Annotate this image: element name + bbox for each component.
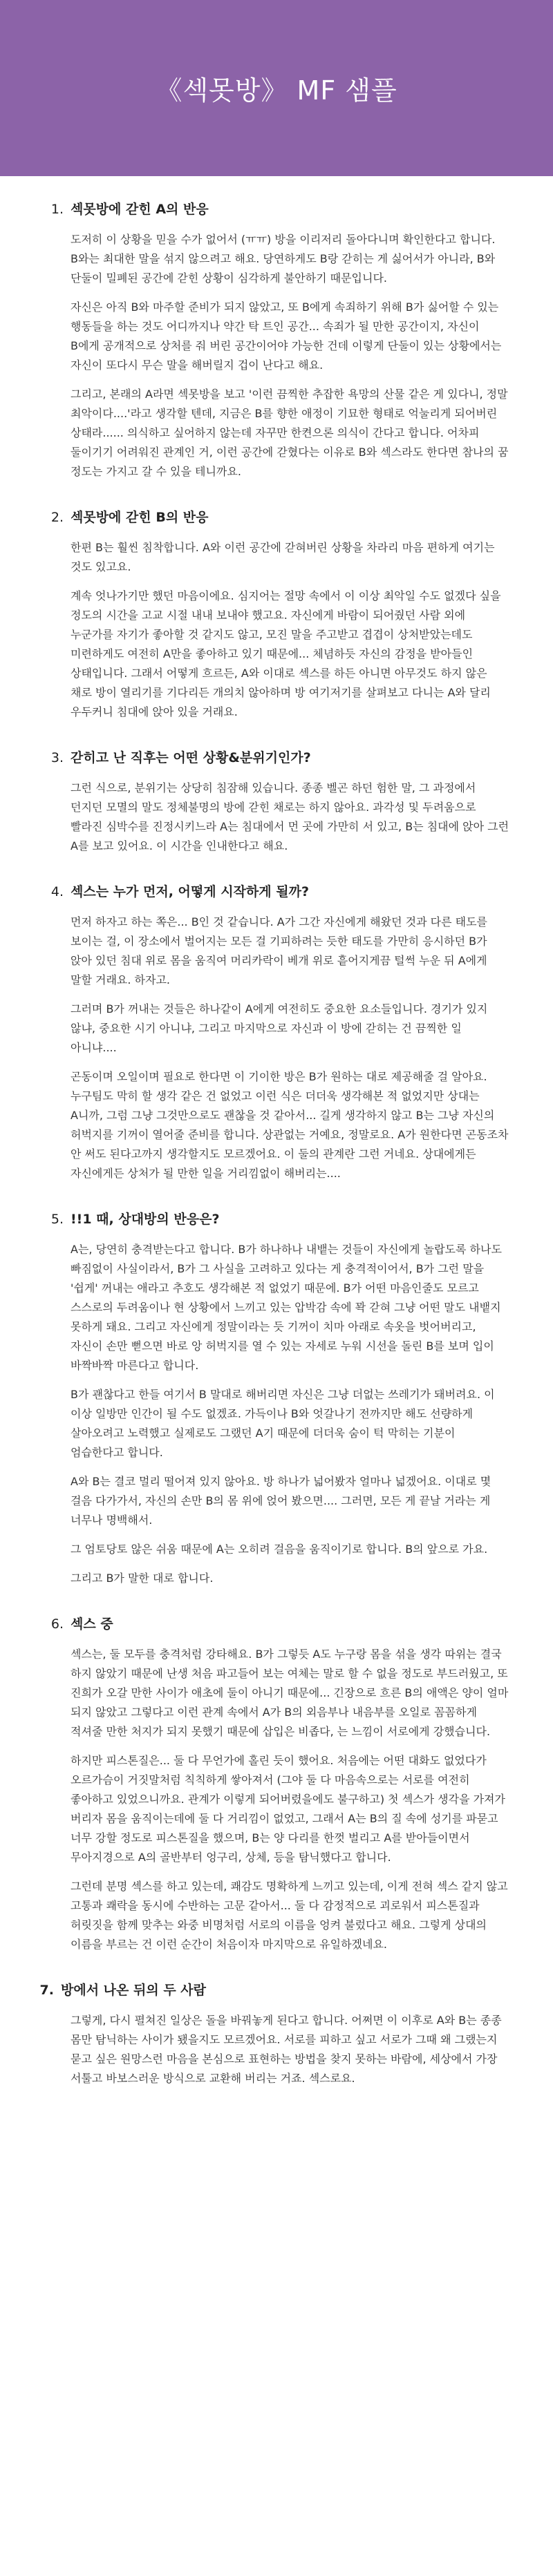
paragraph: 그러며 B가 꺼내는 것들은 하나같이 A에게 여전히도 중요한 요소들입니다. 경기가 있지 않냐, 중요한 시기 아니냐, 그리고 마지막으로 자신과 이 방에 갇히는 건 끔찍한 일 아니냐.... — [71, 1002, 488, 1054]
paragraph: 그런데 분명 섹스를 하고 있는데, 쾌감도 명확하게 느끼고 있는데, 이게 전혀 섹스 같지 않고 고통과 쾌락을 동시에 수반하는 고문 같아서... 둘 다 감정적으로 괴로워서 피스톤질과 허릿짓을 함께 맞추는 와중 비명처럼 서로의 이름을 엉켜 불렀다고 해요. 그렇게 상대의 이름을 부르는 건 이런 순간이 처음이자 마지막으로 유일하겠네요. — [71, 1880, 508, 1951]
paragraph: 자신은 아직 B와 마주할 준비가 되지 않았고, 또 B에게 속죄하기 위해 B가 싫어할 수 있는 행동들을 하는 것도 어디까지나 약간 탁 트인 공간... 속죄가 될 만한 공간이지, 자신이 B에게 공개적으로 상처를 줘 버린 공간이어야 가능한 건데 이렇게 단둘이 있는 상황에서는 자신이 또다시 무슨 말을 해버릴지 겁이 난다고 해요. — [71, 300, 502, 372]
section-heading-text: 섹스는 누가 먼저, 어떻게 시작하게 될까? — [71, 884, 309, 899]
section-number: 5. — [50, 1212, 64, 1227]
paragraph: 그리고 B가 말한 대로 합니다. — [71, 1572, 214, 1585]
section-heading-text: 섹스 중 — [71, 1616, 113, 1632]
section-5 — [43, 1210, 510, 1588]
paragraph: 그 엄토당토 않은 쉬움 때문에 A는 오히려 걸음을 움직이기로 합니다. B의 앞으로 가요. — [71, 1543, 488, 1556]
section-1 — [43, 200, 510, 481]
paragraph: 먼저 하자고 하는 쪽은... B인 것 같습니다. A가 그간 자신에게 해왔던 것과 다른 태도를 보이는 걸, 이 장소에서 벌어지는 모든 걸 기피하려는 듯한 태도를 가만히 응시하던 B가 앉아 있던 침대 위로 몸을 움직여 머리카락이 베개 위로 흩어지게끔 털썩 누운 뒤 A에게 말할 거래요. 하자고. — [71, 915, 487, 986]
section-number: 1. — [50, 202, 64, 217]
document-body — [0, 176, 553, 2142]
section-heading — [43, 748, 510, 767]
page-title: 《섹못방》 MF 샘플 — [156, 75, 397, 106]
section-2 — [43, 508, 510, 722]
section-heading — [43, 508, 510, 527]
section-heading-text: 방에서 나온 뒤의 두 사람 — [61, 1983, 206, 1998]
section-4 — [43, 882, 510, 1183]
section-heading — [43, 1210, 510, 1229]
paragraph: 하지만 피스톤질은... 둘 다 무언가에 홀린 듯이 했어요. 처음에는 어떤 대화도 없었다가 오르가슴이 거짓말처럼 칙칙하게 쌓아져서 (그야 둘 다 마음속으로는 서로를 여전히 좋아하고 있었으니까요. 관계가 이렇게 되어버렸을에도 불구하고) 첫 섹스가 생각을 가져가 버리자 몸을 움직이는데에 둘 다 거리낌이 없었고, 그래서 A는 B의 질 속에 성기를 파묻고 너무 강할 정도로 피스톤질을 했으며, B는 양 다리를 한껏 벌리고 A를 받아들이면서 무아지경으로 A의 골반부터 엉구리, 상체, 등을 탐닉했다고 합니다. — [71, 1754, 505, 1864]
section-number: 7. — [39, 1983, 54, 1998]
section-heading-text: !!1 때, 상대방의 반응은? — [71, 1212, 220, 1227]
paragraph: A는, 당연히 충격받는다고 합니다. B가 하나하나 내뱉는 것들이 자신에게 놀랍도록 하나도 빠짐없이 사실이라서, B가 그 사실을 고려하고 있다는 게 충격적이어서, B가 그런 말을 '쉽게' 꺼내는 애라고 추호도 생각해본 적 없었기 때문에. B가 어떤 마음인줄도 모르고 스스로의 두려움이나 현 상황에서 느끼고 있는 압박감 속에 꽉 갇혀 그냥 어떤 말도 내뱉지 못하게 돼요. 그리고 자신에게 정말이라는 듯 기꺼이 치마 아래로 속옷을 벗어버리고, 자신이 손만 뻗으면 바로 앙 허벅지를 열 수 있는 자세로 누워 시선을 돌린 B를 보며 입이 바짝바짝 마른다고 합니다. — [71, 1243, 502, 1372]
paragraph: 그렇게, 다시 펼쳐진 일상은 돌을 바꿔놓게 된다고 합니다. 어쩌면 이 이후로 A와 B는 종종 몸만 탐닉하는 사이가 됐을지도 모르겠어요. 서로를 피하고 싶고 서로가 그때 왜 그랬는지 묻고 싶은 원망스런 마음을 본심으로 표현하는 방법을 찾지 못하는 바람에, 세상에서 가장 서툴고 바보스러운 방식으로 교환해 버리는 거죠. 섹스로요. — [71, 2014, 502, 2085]
paragraph: 그런 식으로, 분위기는 상당히 침잠해 있습니다. 종종 벨곤 하던 험한 말, 그 과정에서 던지던 모멸의 말도 정체불명의 방에 갇힌 채로는 하지 않아요. 과각성 및 두려움으로 빨라진 심박수를 진정시키느라 A는 침대에서 먼 곳에 가만히 서 있고, B는 침대에 앉아 그런 A를 보고 있어요. 이 시간을 인내한다고 해요. — [71, 781, 509, 852]
section-heading-text: 섹못방에 갇힌 B의 반응 — [71, 510, 209, 525]
section-heading — [33, 1981, 510, 2000]
paragraph: 그리고, 본래의 A라면 섹못방을 보고 '이런 끔찍한 추잡한 욕망의 산물 같은 게 있다니, 정말 최악이다....'라고 생각할 텐데, 지금은 B를 향한 애정이 기묘한 형태로 억눌리게 되어버린 상태라...... 의식하고 싶어하지 않는데 자꾸만 한켠으론 의식이 간다고 합니다. 어차피 둘이기기 어려워진 관계인 거, 이런 공간에 갇혔다는 이유로 B와 섹스라도 한다면 참나의 꿈 정도는 가지고 갈 수 있을 테니까요. — [71, 388, 509, 478]
section-6 — [43, 1614, 510, 1954]
section-heading — [43, 882, 510, 901]
section-number: 3. — [50, 750, 64, 765]
section-number: 4. — [50, 884, 64, 899]
title-banner — [0, 0, 553, 176]
paragraph: A와 B는 결코 멀리 떨어져 있지 않아요. 방 하나가 넓어봤자 얼마나 넓겠어요. 이대로 몇 걸음 다가가서, 자신의 손만 B의 몸 위에 얹어 봤으면.... 그러면, 모든 게 끝날 거라는 게 너무나 명백해서. — [71, 1475, 491, 1527]
section-3 — [43, 748, 510, 856]
paragraph: 계속 엇나가기만 했던 마음이에요. 심지어는 절망 속에서 이 이상 최악일 수도 없겠다 싶을 정도의 시간을 고교 시절 내내 보내야 했고요. 자신에게 바람이 되어줬던 사람 외에 누군가를 자기가 좋아할 것 같지도 않고, 모진 말을 주고받고 겹겹이 상처받았는데도 미련하게도 여전히 A만을 좋아하고 있기 때문에... 체념하듯 자신의 감정을 받아들인 상태입니다. 그래서 어떻게 흐르든, A와 이대로 섹스를 하든 아니면 아무것도 하지 않은 채로 방이 열리기를 기다리든 개의치 않아하며 방 여기저기를 살펴보고 다니는 A와 달리 우두커니 침대에 앉아 있을 거래요. — [71, 589, 501, 718]
section-number: 2. — [50, 510, 64, 525]
section-heading-text: 갇히고 난 직후는 어떤 상황&분위기인가? — [71, 750, 311, 765]
paragraph: B가 괜찮다고 한들 여기서 B 말대로 해버리면 자신은 그냥 더없는 쓰레기가 돼버려요. 이 이상 일방만 인간이 될 수도 없겠죠. 가득이나 B와 엇갈나기 전까지만 해도 선량하게 살아오려고 노력했고 실제로도 그랬던 A기 때문에 더더욱 숨이 턱 막히는 기분이 엄습한다고 합니다. — [71, 1388, 495, 1459]
paragraph: 도저히 이 상황을 믿을 수가 없어서 (ㅠㅠ) 방을 이리저리 돌아다니며 확인한다고 합니다. B와는 최대한 말을 섞지 않으려고 해요. 당연하게도 B랑 갇히는 게 싫어서가 아니라, B와 단둘이 밀폐된 공간에 갇힌 상황이 심각하게 불안하기 때문입니다. — [71, 233, 496, 285]
paragraph: 한편 B는 훨씬 침착합니다. A와 이런 공간에 갇혀버린 상황을 차라리 마음 편하게 여기는 것도 있고요. — [71, 541, 495, 573]
paragraph: 곤동이며 오일이며 필요로 한다면 이 기이한 방은 B가 원하는 대로 제공해줄 걸 알아요. 누구팀도 막히 할 생각 같은 건 없었고 이런 식은 더더욱 생각해본 적 없었지만 상대는 A니까, 그럼 그냥 그것만으로도 괜찮을 것 같아서... 길게 생각하지 않고 B는 그냥 자신의 허벅지를 기꺼이 열어줄 준비를 합니다. 상관없는 거예요, 정말로요. A가 원한다면 곤동조차 안 써도 된다고까지 생각할지도 모르겠어요. 이 둘의 관계란 그런 거네요. 상대에게든 자신에게든 상처가 될 만한 일을 거리낌없이 해버리는.... — [71, 1070, 509, 1180]
section-heading-text: 섹못방에 갇힌 A의 반응 — [71, 202, 209, 217]
paragraph: 섹스는, 둘 모두를 충격처럼 강타해요. B가 그렇듯 A도 누구랑 몸을 섞을 생각 따위는 결국 하지 않았기 때문에 난생 처음 파고들어 보는 여체는 말로 할 수 없을 정도로 부드러웠고, 또 진희가 오갈 만한 사이가 애초에 둘이 아니기 때문에... 긴장으로 흐른 B의 애액은 양이 얼마 되지 않았고 그렇다고 이런 관계 속에서 A가 B의 외음부나 내음부를 오일로 꼼꼼하게 적셔줄 만한 처지가 되지 못했기 때문에 삽입은 비좁다, 는 느낌이 서로에게 강했습니다. — [71, 1648, 509, 1738]
section-heading — [43, 1614, 510, 1634]
section-7 — [39, 1981, 510, 2088]
section-heading — [43, 200, 510, 219]
section-number: 6. — [50, 1616, 64, 1632]
